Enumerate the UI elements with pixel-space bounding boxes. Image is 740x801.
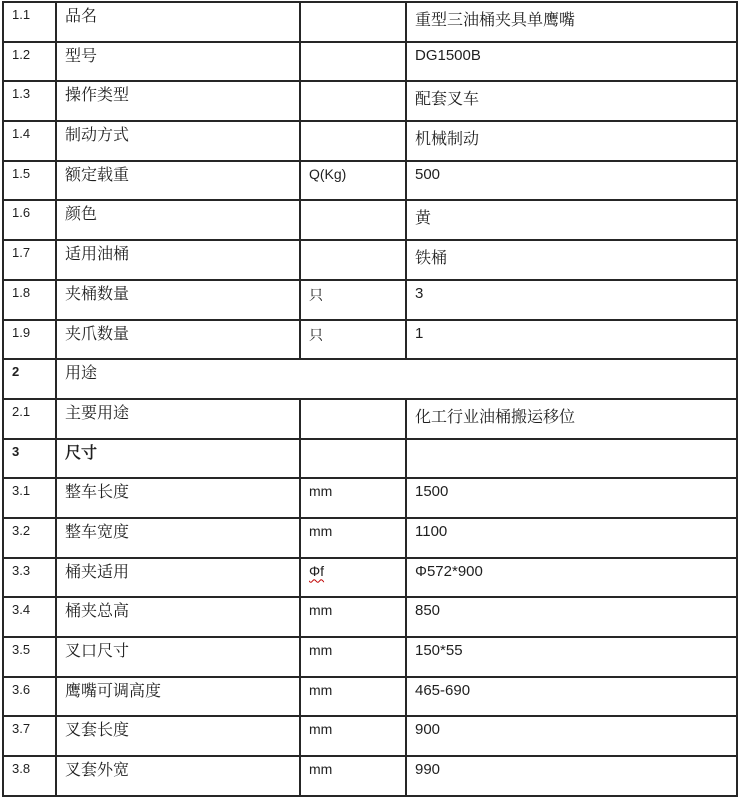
cell-unit	[300, 200, 406, 240]
cell-label: 桶夹总高	[56, 597, 300, 637]
table-row	[3, 716, 737, 756]
cell-unit: mm	[300, 518, 406, 558]
cell-value: 465-690	[406, 677, 737, 717]
cell-value: 500	[406, 161, 737, 201]
cell-label: 整车宽度	[56, 518, 300, 558]
cell-num: 1.4	[3, 121, 56, 161]
cell-num: 3.4	[3, 597, 56, 637]
cell-unit: mm	[300, 478, 406, 518]
cell-num: 3.1	[3, 478, 56, 518]
cell-num: 2.1	[3, 399, 56, 439]
cell-unit: mm	[300, 597, 406, 637]
cell-label: 颜色	[56, 200, 300, 240]
cell-unit	[300, 558, 406, 598]
cell-num: 1.3	[3, 81, 56, 121]
table-row	[3, 2, 737, 42]
cell-num: 3.3	[3, 558, 56, 598]
table-row	[3, 320, 737, 360]
cell-value: 3	[406, 280, 737, 320]
cell-num: 3.7	[3, 716, 56, 756]
cell-num: 3.5	[3, 637, 56, 677]
cell-label: 夹爪数量	[56, 320, 300, 360]
cell-label: 鹰嘴可调高度	[56, 677, 300, 717]
cell-value: 重型三油桶夹具单鹰嘴	[406, 2, 737, 42]
cell-unit: Q(Kg)	[300, 161, 406, 201]
cell-value: 配套叉车	[406, 81, 737, 121]
table-row-section	[3, 359, 737, 399]
cell-num: 1.5	[3, 161, 56, 201]
cell-value: Φ572*900	[406, 558, 737, 598]
cell-unit: mm	[300, 637, 406, 677]
cell-unit	[300, 81, 406, 121]
cell-num: 1.9	[3, 320, 56, 360]
cell-num: 1.6	[3, 200, 56, 240]
cell-unit	[300, 2, 406, 42]
cell-unit	[300, 42, 406, 82]
cell-num: 1.1	[3, 2, 56, 42]
table-row	[3, 280, 737, 320]
cell-label: 主要用途	[56, 399, 300, 439]
cell-value: 1100	[406, 518, 737, 558]
cell-value: 1500	[406, 478, 737, 518]
cell-label: 叉口尺寸	[56, 637, 300, 677]
table-row	[3, 121, 737, 161]
cell-num: 1.7	[3, 240, 56, 280]
cell-label: 叉套长度	[56, 716, 300, 756]
cell-value: 850	[406, 597, 737, 637]
table-row	[3, 240, 737, 280]
cell-unit: mm	[300, 677, 406, 717]
product-spec-table	[2, 1, 738, 797]
cell-unit: 只	[300, 280, 406, 320]
table-row	[3, 518, 737, 558]
spellcheck-underlined-text: Φf	[309, 562, 325, 579]
cell-unit: mm	[300, 716, 406, 756]
cell-num: 3.8	[3, 756, 56, 796]
cell-num: 1.2	[3, 42, 56, 82]
cell-label: 整车长度	[56, 478, 300, 518]
cell-value	[406, 439, 737, 479]
cell-value: DG1500B	[406, 42, 737, 82]
cell-unit	[300, 240, 406, 280]
cell-label: 桶夹适用	[56, 558, 300, 598]
cell-label: 品名	[56, 2, 300, 42]
table-row	[3, 161, 737, 201]
cell-label: 型号	[56, 42, 300, 82]
cell-value: 铁桶	[406, 240, 737, 280]
cell-num: 1.8	[3, 280, 56, 320]
cell-value: 990	[406, 756, 737, 796]
cell-label: 操作类型	[56, 81, 300, 121]
cell-label: 制动方式	[56, 121, 300, 161]
table-row	[3, 597, 737, 637]
cell-value: 900	[406, 716, 737, 756]
table-row	[3, 558, 737, 598]
cell-value: 化工行业油桶搬运移位	[406, 399, 737, 439]
table-row	[3, 399, 737, 439]
table-row	[3, 637, 737, 677]
cell-num: 3.2	[3, 518, 56, 558]
cell-label: 额定载重	[56, 161, 300, 201]
table-row	[3, 81, 737, 121]
table-row	[3, 756, 737, 796]
cell-value: 150*55	[406, 637, 737, 677]
cell-num: 3	[3, 439, 56, 479]
cell-num: 3.6	[3, 677, 56, 717]
table-row	[3, 42, 737, 82]
table-row	[3, 200, 737, 240]
cell-value: 黄	[406, 200, 737, 240]
cell-value: 机械制动	[406, 121, 737, 161]
cell-label: 叉套外宽	[56, 756, 300, 796]
cell-label: 适用油桶	[56, 240, 300, 280]
cell-label-merged: 用途	[56, 359, 737, 399]
cell-unit	[300, 121, 406, 161]
cell-label: 夹桶数量	[56, 280, 300, 320]
cell-unit: mm	[300, 756, 406, 796]
table-row-section	[3, 439, 737, 479]
cell-unit	[300, 399, 406, 439]
cell-value: 1	[406, 320, 737, 360]
cell-num: 2	[3, 359, 56, 399]
cell-label: 尺寸	[56, 439, 300, 479]
cell-unit	[300, 439, 406, 479]
cell-unit: 只	[300, 320, 406, 360]
table-row	[3, 478, 737, 518]
table-row	[3, 677, 737, 717]
